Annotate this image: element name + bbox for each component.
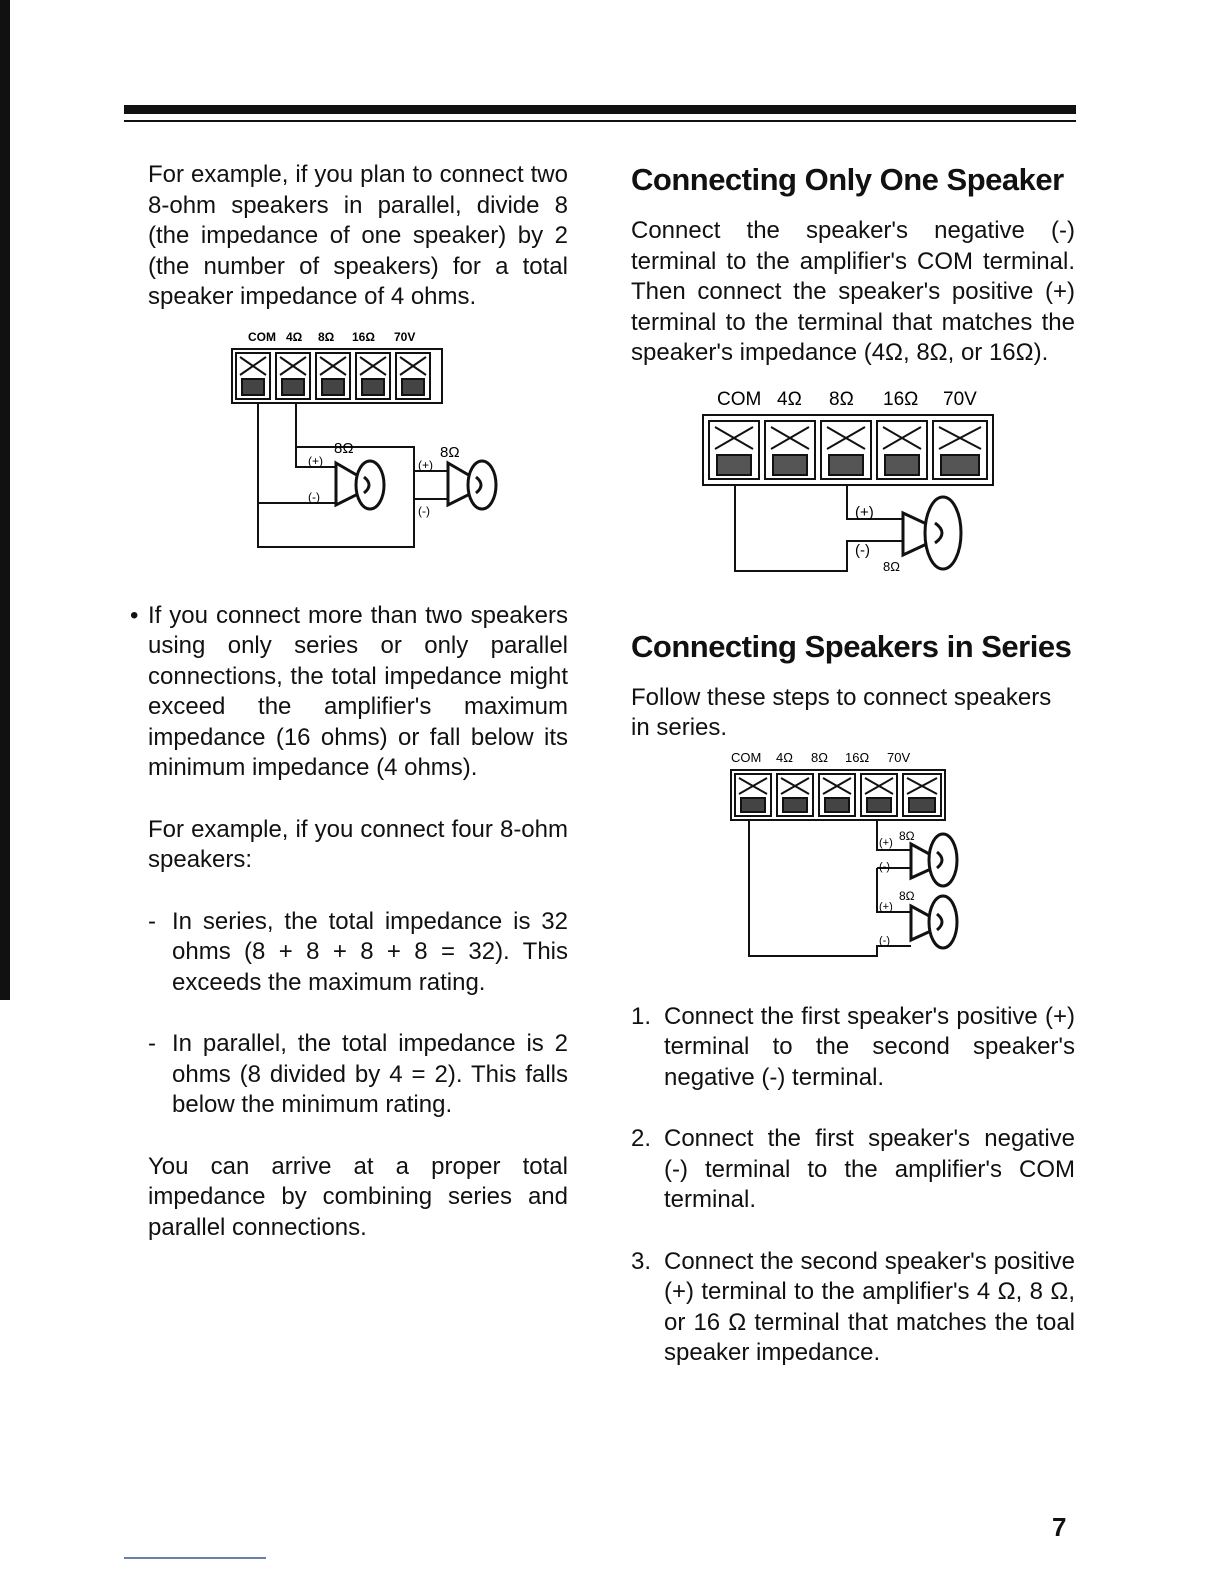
speaker-1-impedance: 8Ω (334, 439, 354, 457)
speaker-2-plus: (+) (879, 900, 893, 913)
terminal-label-8ohm: 8Ω (829, 388, 854, 410)
right-column (631, 160, 1075, 1400)
terminal-label-70v: 70V (394, 329, 416, 344)
terminal-label-8ohm: 8Ω (318, 329, 335, 344)
series-steps-list (631, 1002, 1075, 1369)
speaker-2-minus: (-) (879, 934, 890, 947)
series-wiring-diagram (631, 746, 1075, 964)
terminal-label-16ohm: 16Ω (352, 329, 375, 344)
parallel-example-item (148, 1029, 568, 1121)
terminal-label-4ohm: 4Ω (776, 749, 793, 765)
dash-marker: - (148, 1030, 156, 1057)
header-rule-thick (124, 105, 1076, 114)
terminal-label-4ohm: 4Ω (286, 329, 303, 344)
terminal-label-8ohm: 8Ω (811, 749, 828, 765)
single-speaker-svg (631, 383, 1075, 593)
speaker-plus: (+) (855, 503, 874, 521)
impedance-warning-bullet (130, 601, 568, 784)
parallel-example-paragraph: For example, if you plan to connect two 8-ohm speakers in parallel, divide 8 (the impedance of one speaker) by 2 (the number of speakers) for a total speaker impedance of 4 ohms. (148, 161, 568, 310)
speaker-1-icon (336, 461, 384, 509)
speaker-2-icon (911, 896, 957, 948)
series-step-1 (631, 1002, 1075, 1094)
speaker-1-icon (911, 834, 957, 886)
terminal-label-com: COM (248, 329, 276, 344)
terminal-label-4ohm: 4Ω (777, 388, 802, 410)
step-number: 3. (631, 1247, 652, 1275)
terminal-block (703, 415, 993, 485)
single-speaker-paragraph: Connect the speaker's negative (-) terminal to the amplifier's COM terminal. Then connect the speaker's positive (+) terminal to the terminal that matches the speaker's impedance (4Ω, 8Ω, or 16Ω). (631, 217, 1075, 366)
bullet-text: If you connect more than two speakers using only series or only parallel connections, the total impedance might exceed the amplifier's maximum impedance (16 ohms) or fall below its minimum impedance (4 ohms). (148, 601, 568, 781)
speaker-2-icon (448, 461, 496, 509)
step-number: 2. (631, 1125, 652, 1152)
terminal-label-com: COM (717, 388, 762, 410)
series-step-3 (631, 1247, 1075, 1369)
bullet-dot: • (130, 601, 139, 629)
parallel-wiring-diagram (148, 319, 568, 569)
series-step-2 (631, 1124, 1075, 1216)
dash-marker: - (148, 907, 156, 935)
terminal-label-16ohm: 16Ω (883, 388, 919, 410)
terminal-label-70v: 70V (887, 749, 911, 765)
parallel-example-text: In parallel, the total impedance is 2 ohms (8 divided by 4 = 2). This falls below the minimum rating. (172, 1030, 568, 1118)
terminal-label-com: COM (731, 749, 762, 765)
heading-connecting-one-speaker: Connecting Only One Speaker (631, 162, 1064, 197)
speaker-2-impedance: 8Ω (440, 443, 460, 461)
single-speaker-diagram (631, 383, 1075, 593)
parallel-wiring-svg (148, 319, 568, 569)
series-wiring-svg (631, 746, 1075, 964)
speaker-minus: (-) (855, 541, 870, 559)
speaker-1-plus: (+) (879, 836, 893, 849)
speaker-2-plus: (+) (418, 457, 433, 472)
heading-connecting-in-series: Connecting Speakers in Series (631, 628, 1072, 664)
speaker-1-plus: (+) (308, 453, 323, 468)
step-text: Connect the first speaker's positive (+) terminal to the second speaker's negative (-) terminal. (664, 1002, 1075, 1091)
left-column (130, 160, 568, 1243)
step-text: Connect the second speaker's positive (+) terminal to the amplifier's 4 Ω, 8 Ω, or 16 Ω terminal that matches the toal speaker impedance. (664, 1247, 1075, 1366)
speaker-impedance: 8Ω (883, 558, 900, 574)
terminal-block (731, 770, 945, 820)
footer-rule (124, 1557, 266, 1559)
step-text: Connect the first speaker's negative (-) terminal to the amplifier's COM terminal. (664, 1125, 1075, 1213)
speaker-1-minus: (-) (308, 489, 320, 504)
series-intro-paragraph: Follow these steps to connect speakers in series. (631, 683, 1052, 741)
speaker-1-minus: (-) (879, 860, 890, 873)
speaker-icon (903, 497, 961, 569)
header-rule-thin (124, 120, 1076, 122)
terminal-block (232, 349, 442, 403)
page-number: 7 (1052, 1512, 1067, 1542)
speaker-2-minus: (-) (418, 503, 430, 518)
terminal-label-70v: 70V (943, 388, 977, 410)
series-example-text: In series, the total impedance is 32 ohms (8 + 8 + 8 + 8 = 32). This exceeds the maximum rating. (172, 907, 568, 996)
four-speaker-example-paragraph: For example, if you connect four 8-ohm speakers: (148, 815, 568, 873)
series-example-item (148, 907, 568, 999)
step-number: 1. (631, 1002, 652, 1030)
speaker-2-impedance: 8Ω (899, 888, 915, 903)
combining-connections-paragraph: You can arrive at a proper total impedance by combining series and parallel connections. (148, 1152, 568, 1241)
binding-edge-bar (0, 0, 10, 1000)
single-wires (735, 485, 903, 571)
speaker-1-impedance: 8Ω (899, 828, 915, 843)
terminal-label-16ohm: 16Ω (845, 749, 870, 765)
